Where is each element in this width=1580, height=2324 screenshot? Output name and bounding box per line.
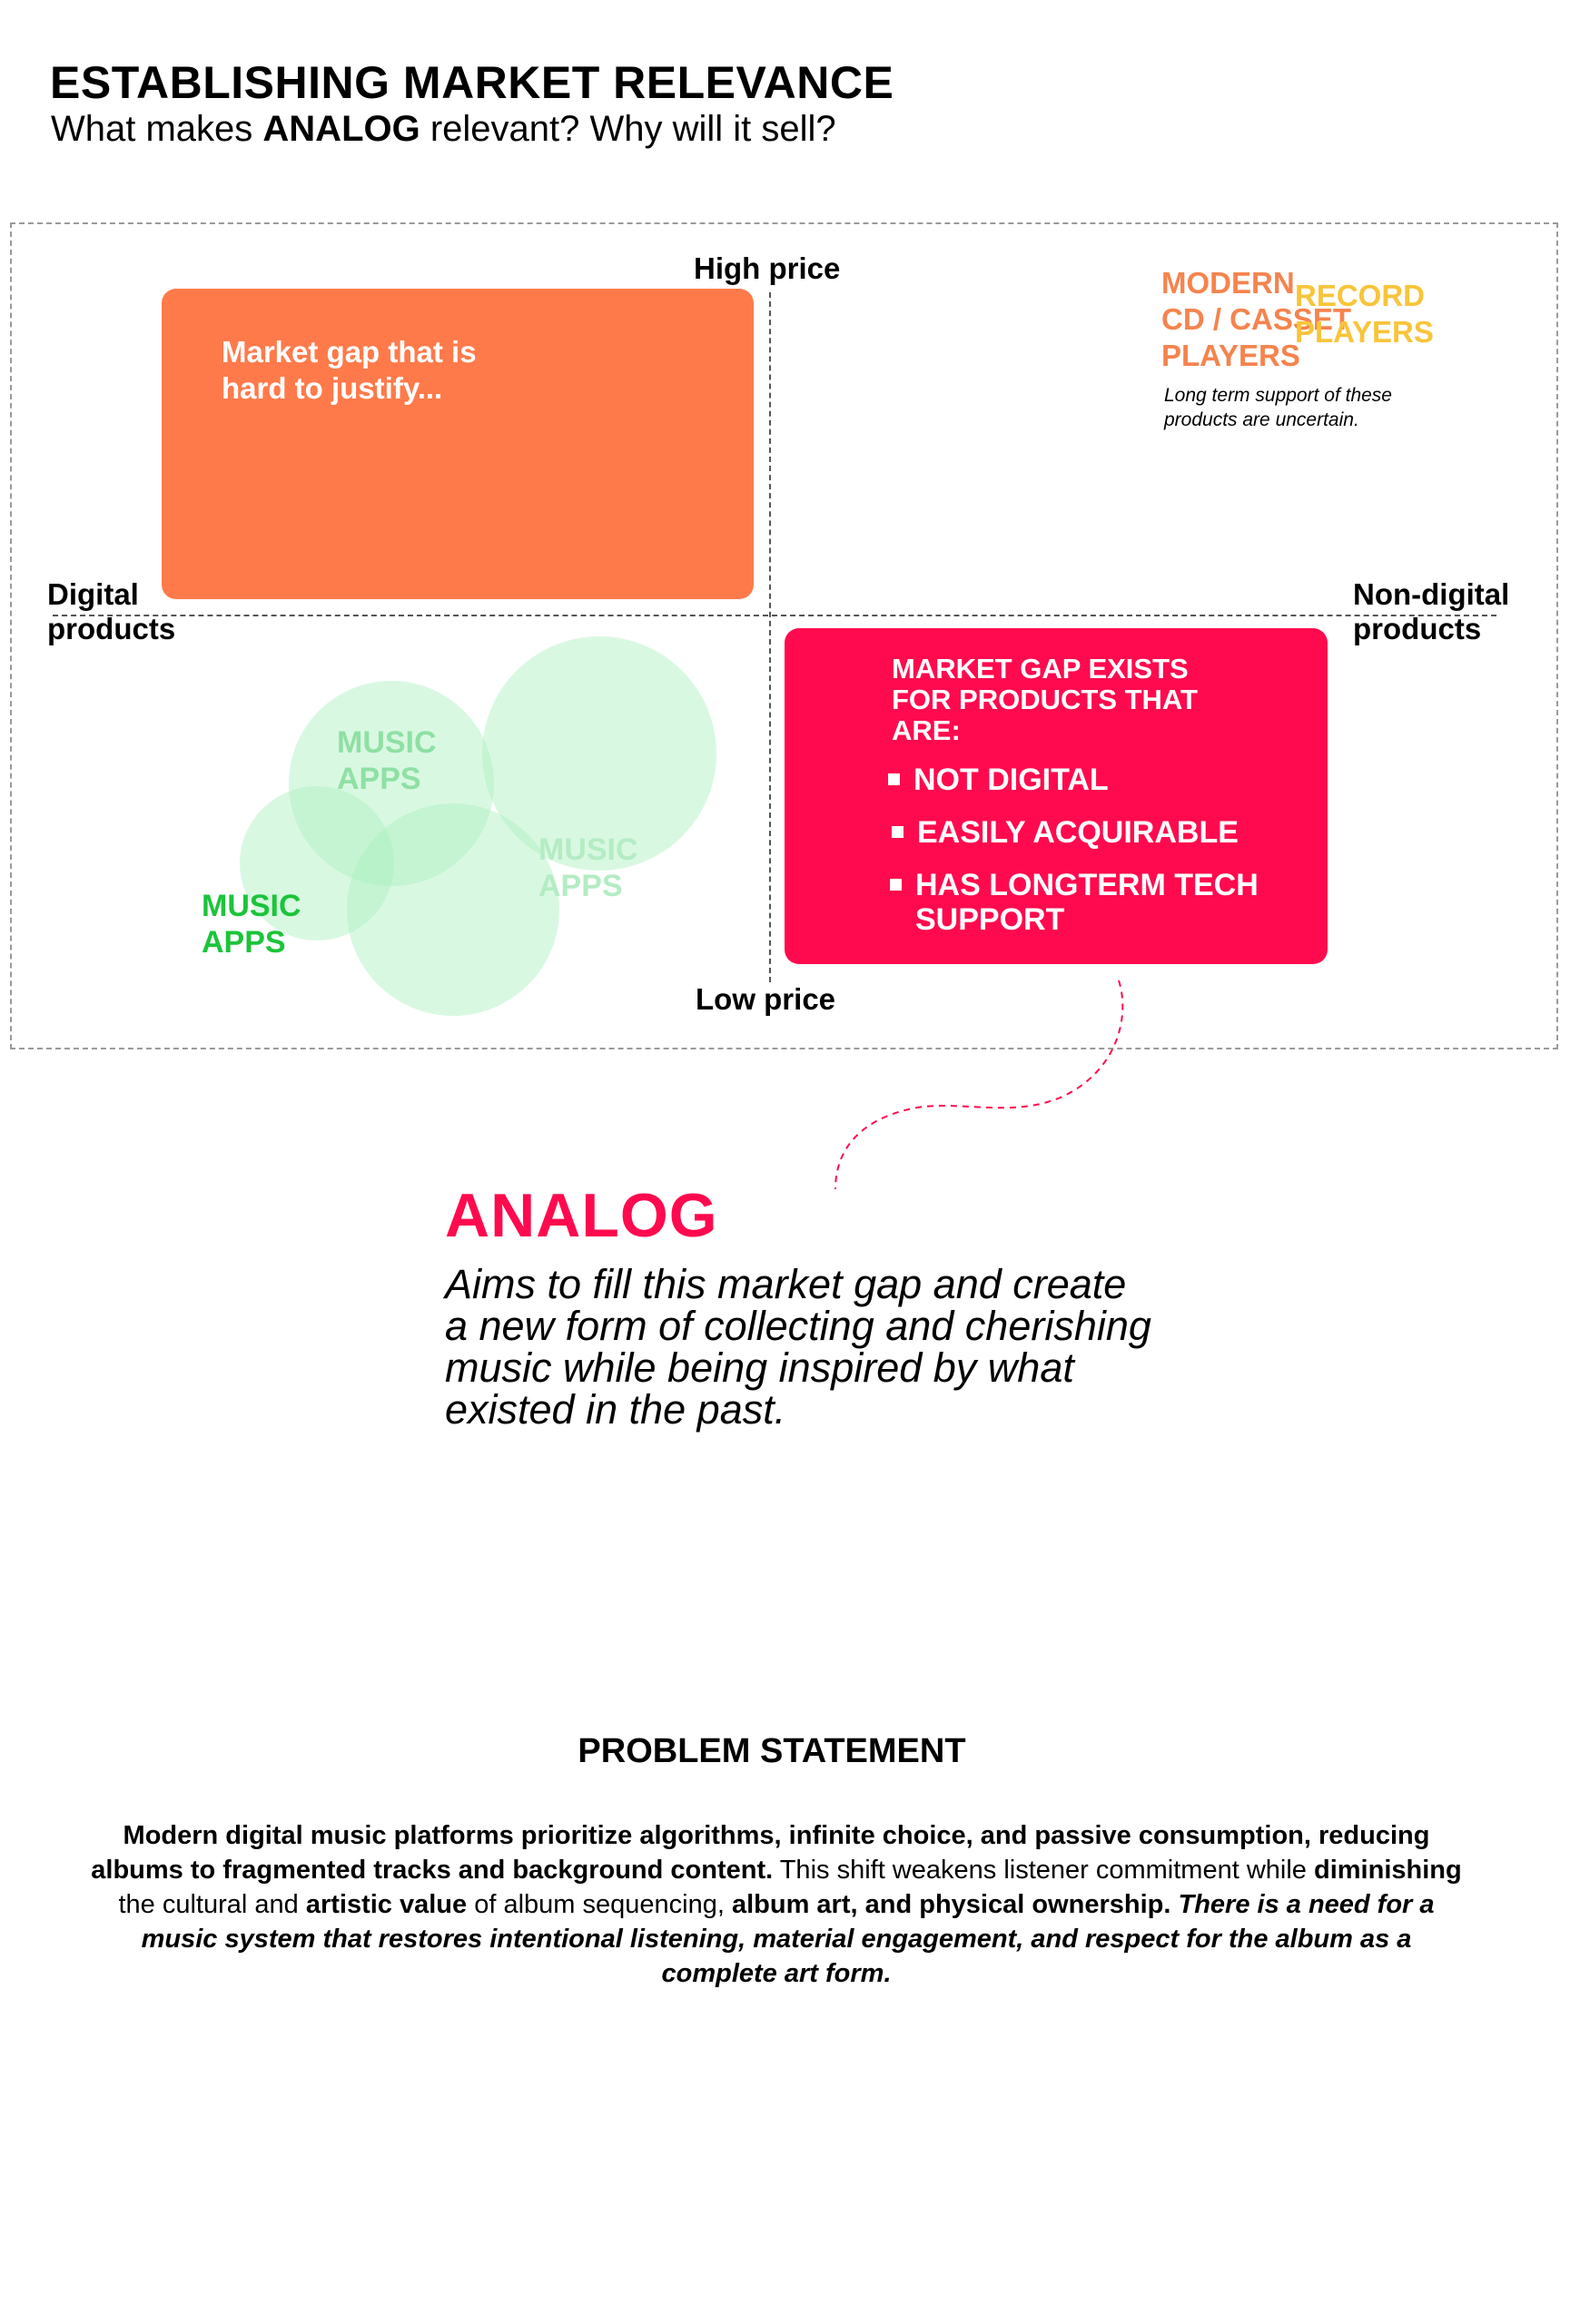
criteria-item: EASILY ACQUIRABLE xyxy=(890,815,1259,850)
problem-bold-4: album art, and physical ownership. xyxy=(731,1890,1171,1919)
axis-label-high-price: High price xyxy=(694,251,841,285)
competitor-modern-players: MODERN CD / CASSET PLAYERS xyxy=(1161,266,1352,372)
page-title: ESTABLISHING MARKET RELEVANCE xyxy=(50,57,894,108)
problem-statement-body xyxy=(82,1818,1471,1991)
problem-text-1: This shift weakens listener commitment while xyxy=(773,1856,1314,1885)
criteria-item: NOT DIGITAL xyxy=(886,763,1259,797)
orange-market-gap-text: Market gap that is hard to justify... xyxy=(222,335,477,405)
page-subtitle xyxy=(51,109,836,150)
axis-label-non-digital: Non-digital products xyxy=(1353,577,1510,645)
problem-bold-2: diminishing xyxy=(1313,1856,1462,1885)
problem-text-2: the cultural and xyxy=(118,1890,306,1919)
axis-label-digital: Digital products xyxy=(47,577,176,645)
subtitle-tail: relevant? Why will it sell? xyxy=(420,109,836,149)
axis-label-low-price: Low price xyxy=(696,982,836,1016)
red-market-gap-heading: MARKET GAP EXISTS FOR PRODUCTS THAT ARE: xyxy=(892,653,1198,746)
analog-title: ANALOG xyxy=(445,1181,718,1250)
problem-bold-1: Modern digital music platforms prioritize algorithms, infinite choice, and passive consumption, reducing albums to fragmented tracks and background content. xyxy=(91,1821,1430,1885)
criteria-item: HAS LONGTERM TECH SUPPORT xyxy=(888,868,1259,937)
problem-text-3: of album sequencing, xyxy=(467,1890,732,1919)
analog-description: Aims to fill this market gap and create a new form of collecting and cherishing music while being inspired by what existed in the past. xyxy=(445,1261,1151,1433)
music-apps-label: MUSIC APPS xyxy=(538,832,638,903)
horizontal-axis xyxy=(53,615,1496,616)
problem-statement-title: PROBLEM STATEMENT xyxy=(578,1732,966,1770)
problem-bold-3: artistic value xyxy=(305,1890,468,1919)
competitor-record-players: RECORD PLAYERS xyxy=(1295,279,1434,349)
music-apps-label: MUSIC APPS xyxy=(337,725,437,796)
problem-emphasis: There is a need for a music system that restores intentional listening, material engagement, and respect for the album as a complete art form. xyxy=(141,1890,1435,1988)
subtitle-brand: ANALOG xyxy=(262,109,420,149)
music-apps-label: MUSIC APPS xyxy=(202,889,301,960)
dashed-connector-line xyxy=(817,962,1144,1235)
competitor-note: Long term support of these products are uncertain. xyxy=(1164,385,1392,430)
vertical-axis xyxy=(769,292,771,982)
market-gap-criteria-list xyxy=(886,763,1259,937)
subtitle-lead: What makes xyxy=(51,109,263,149)
